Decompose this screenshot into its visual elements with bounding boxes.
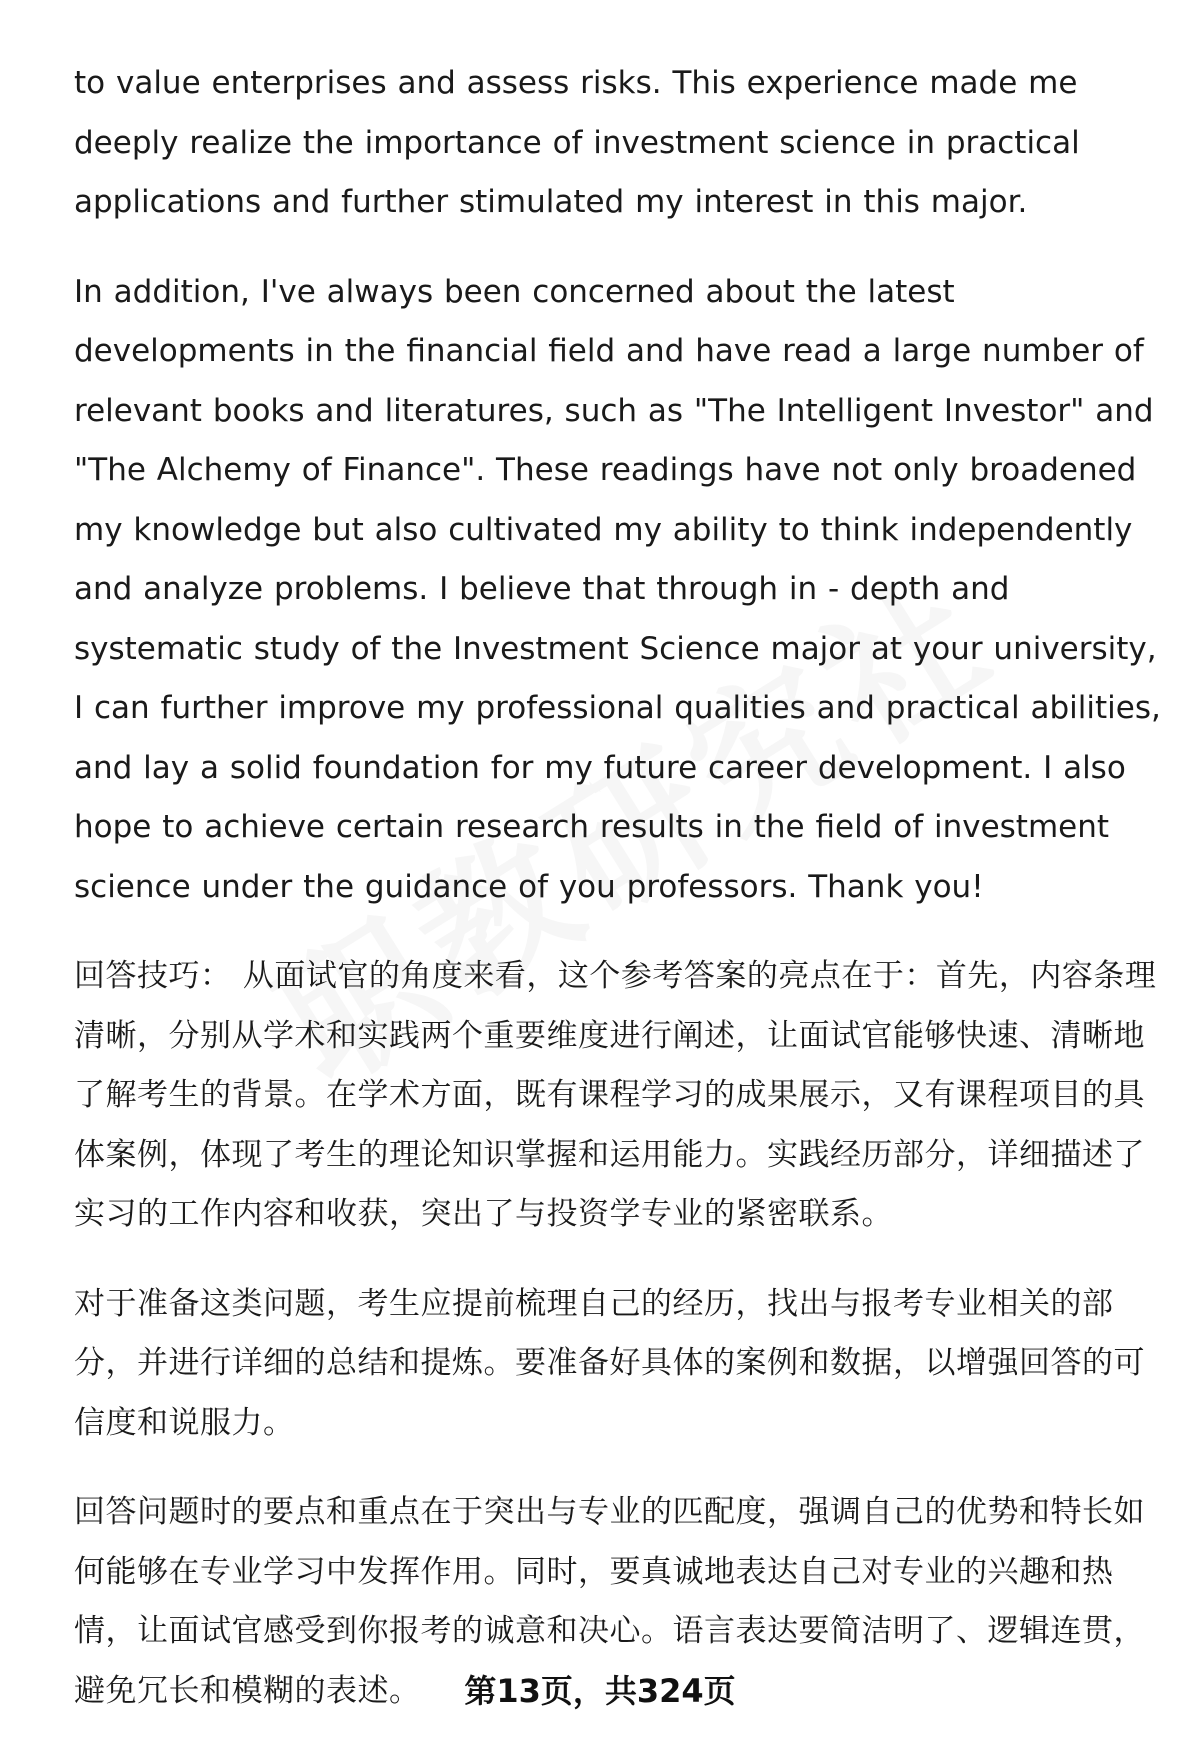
paragraph-internship-conclusion: to value enterprises and assess risks. This experience made me deeply realize the importance of investment science in practical applications and further stimulated my interest in this major. bbox=[74, 65, 1080, 220]
paragraph-preparation-advice: 对于准备这类问题，考生应提前梳理自己的经历，找出与报考专业相关的部分，并进行详细的总结和提炼。要准备好具体的案例和数据，以增强回答的可信度和说服力。 bbox=[74, 1285, 1145, 1441]
document-body bbox=[74, 54, 1164, 1751]
paragraph-reading-and-goals: In addition, I've always been concerned about the latest developments in the financial field and have read a large number of relevant books and literatures, such as "The Intelligent Investor" and "The Alchemy of Finance". These readings have not only broadened my knowledge but also cultivated my ability to think independently and analyze problems. I believe that through in - depth and systematic study of the Investment Science major at your university, I can further improve my professional qualities and practical abilities, and lay a solid foundation for my future career development. I also hope to achieve certain research results in the field of investment science under the guidance of you professors. Thank you! bbox=[74, 273, 1161, 905]
paragraph-answer-key-points: 回答问题时的要点和重点在于突出与专业的匹配度，强调自己的优势和特长如何能够在专业学习中发挥作用。同时，要真诚地表达自己对专业的兴趣和热情，让面试官感受到你报考的诚意和决心。语言表达要简洁明了、逻辑连贯，避免冗长和模糊的表述。 bbox=[74, 1494, 1145, 1709]
page-number: 第13页，共324页 bbox=[464, 1672, 736, 1710]
paragraph-answer-tips: 回答技巧： 从面试官的角度来看，这个参考答案的亮点在于：首先，内容条理清晰，分别从学术和实践两个重要维度进行阐述，让面试官能够快速、清晰地了解考生的背景。在学术方面，既有课程学习的成果展示，又有课程项目的具体案例，体现了考生的理论知识掌握和运用能力。实践经历部分，详细描述了实习的工作内容和收获，突出了与投资学专业的紧密联系。 bbox=[74, 958, 1157, 1232]
